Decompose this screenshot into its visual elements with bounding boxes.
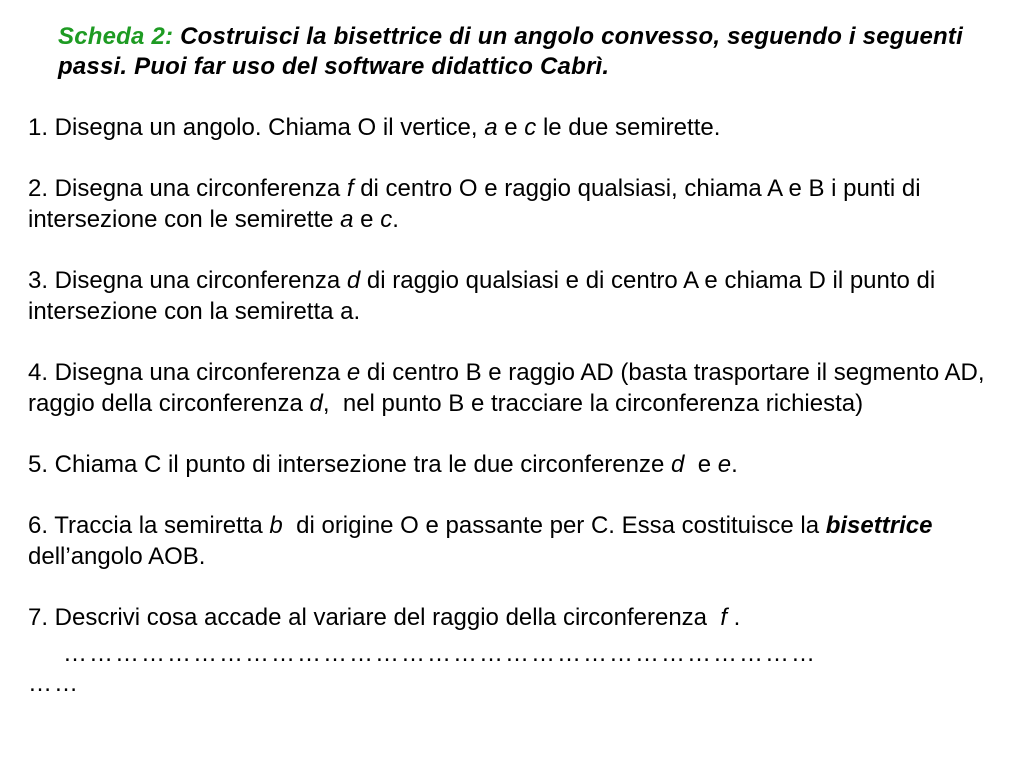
math-variable-d: d: [309, 390, 323, 417]
math-variable-d: d: [671, 451, 685, 478]
step-5-text: e: [684, 451, 718, 478]
step-1-text: e: [497, 114, 525, 141]
math-variable-c: c: [524, 114, 537, 141]
step-7-text: .: [727, 604, 741, 631]
title-label: Scheda 2:: [58, 23, 174, 50]
step-2-text: 2. Disegna una circonferenza: [28, 175, 347, 202]
step-1: [28, 112, 990, 143]
answer-dotted-line-2: ……: [28, 670, 80, 697]
answer-dotted-line-1: ……………………………………………………………………………: [63, 640, 817, 667]
step-6-text: dell’angolo AOB.: [28, 543, 206, 570]
step-3-text: di raggio qualsiasi e di centro A e chiama D il punto di intersezione con la semiretta a.: [28, 267, 936, 325]
title-text: Costruisci la bisettrice di un angolo convesso, seguendo i seguenti passi. Puoi far uso del software didattico Cabrì.: [58, 23, 963, 80]
step-3: [28, 265, 990, 327]
step-4: [28, 357, 990, 419]
page-title: [58, 22, 970, 82]
step-5-text: 5. Chiama C il punto di intersezione tra le due circonferenze: [28, 451, 672, 478]
step-1-text: le due semirette.: [536, 114, 721, 141]
math-variable-a: a: [484, 114, 498, 141]
step-4-text: , nel punto B e tracciare la circonferenza richiesta): [322, 390, 864, 417]
step-6-text: 6. Traccia la semiretta: [28, 512, 270, 539]
step-2-text: .: [392, 206, 399, 233]
step-4-text: di centro B e raggio AD (basta trasportare il segmento AD, raggio della circonferenza: [28, 359, 985, 417]
math-variable-d: d: [346, 267, 361, 294]
math-variable-b: b: [269, 512, 283, 539]
step-5: [28, 449, 990, 480]
math-variable-f: f: [720, 604, 728, 631]
math-variable-f: f: [346, 175, 354, 202]
step-2: [28, 173, 990, 235]
math-variable-a: a: [340, 206, 354, 233]
keyword-bisettrice: bisettrice: [825, 512, 933, 539]
math-variable-e: e: [346, 359, 361, 386]
step-2-text: di centro O e raggio qualsiasi, chiama A e B i punti di intersezione con le semirette: [28, 175, 921, 233]
step-6: [28, 510, 990, 572]
step-7-text: 7. Descrivi cosa accade al variare del raggio della circonferenza: [28, 604, 721, 631]
step-7: [28, 602, 990, 633]
step-2-text: e: [353, 206, 381, 233]
step-4-text: 4. Disegna una circonferenza: [28, 359, 347, 386]
step-3-text: 3. Disegna una circonferenza: [28, 267, 347, 294]
math-variable-c: c: [380, 206, 393, 233]
step-5-text: .: [731, 451, 738, 478]
step-6-text: di origine O e passante per C. Essa costituisce la: [282, 512, 826, 539]
step-1-text: 1. Disegna un angolo. Chiama O il vertice,: [28, 114, 485, 141]
math-variable-e: e: [717, 451, 732, 478]
